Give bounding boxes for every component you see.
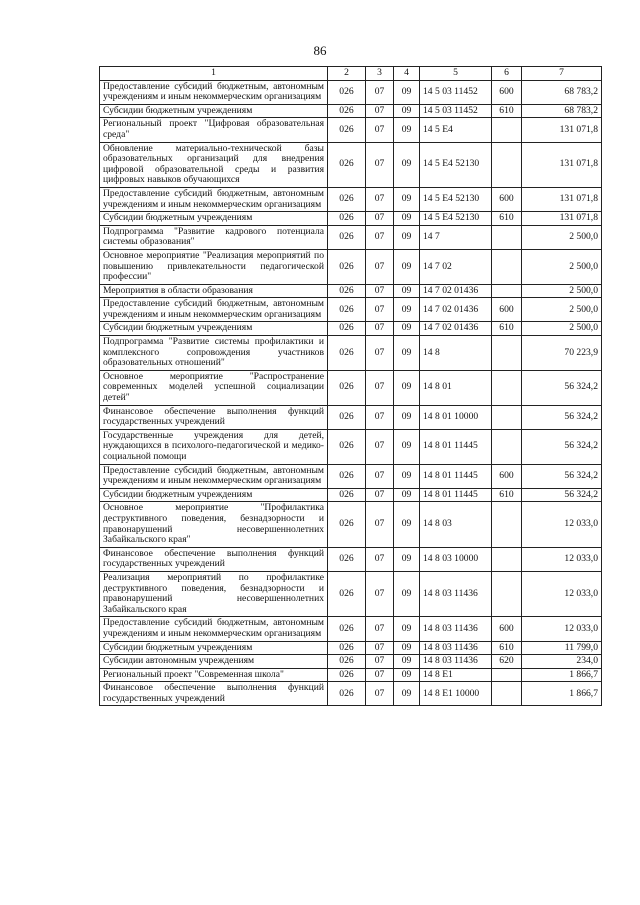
header-cell: 2 — [328, 67, 366, 81]
table-row — [100, 187, 602, 211]
row-name: Основное мероприятие "Реализация мероприятий по повышению привлекательности педагогической профессии" — [100, 249, 328, 284]
expense-type-code — [492, 118, 522, 142]
table-row — [100, 682, 602, 706]
expense-type-code: 600 — [492, 464, 522, 488]
ministry-code: 026 — [328, 284, 366, 298]
subsection-code: 09 — [394, 298, 420, 322]
table-row — [100, 298, 602, 322]
ministry-code: 026 — [328, 617, 366, 641]
subsection-code: 09 — [394, 142, 420, 187]
target-article-code: 14 8 03 10000 — [420, 547, 492, 571]
table-row — [100, 336, 602, 371]
expense-type-code: 610 — [492, 104, 522, 118]
section-code: 07 — [366, 464, 394, 488]
section-code: 07 — [366, 336, 394, 371]
expense-type-code — [492, 429, 522, 464]
table-row — [100, 322, 602, 336]
section-code: 07 — [366, 298, 394, 322]
target-article-code: 14 5 E4 — [420, 118, 492, 142]
row-name: Подпрограмма "Развитие системы профилактики и комплексного сопровождения участников образовательных отношений" — [100, 336, 328, 371]
section-code: 07 — [366, 502, 394, 547]
ministry-code: 026 — [328, 225, 366, 249]
amount: 11 799,0 — [522, 641, 602, 655]
expense-type-code — [492, 405, 522, 429]
table-row — [100, 284, 602, 298]
subsection-code: 09 — [394, 502, 420, 547]
subsection-code: 09 — [394, 571, 420, 616]
table-row — [100, 502, 602, 547]
row-name: Государственные учреждения для детей, нуждающихся в психолого-педагогической и медико-социальной помощи — [100, 429, 328, 464]
section-code: 07 — [366, 322, 394, 336]
subsection-code: 09 — [394, 80, 420, 104]
target-article-code: 14 7 — [420, 225, 492, 249]
page-number: 86 — [313, 43, 327, 58]
section-code: 07 — [366, 225, 394, 249]
target-article-code: 14 8 01 11445 — [420, 429, 492, 464]
subsection-code: 09 — [394, 104, 420, 118]
ministry-code: 026 — [328, 668, 366, 682]
row-name: Предоставление субсидий бюджетным, автономным учреждениям и иным некоммерческим организациям — [100, 298, 328, 322]
subsection-code: 09 — [394, 429, 420, 464]
target-article-code: 14 8 01 — [420, 370, 492, 405]
ministry-code: 026 — [328, 682, 366, 706]
table-row — [100, 104, 602, 118]
amount: 12 033,0 — [522, 502, 602, 547]
subsection-code: 09 — [394, 118, 420, 142]
subsection-code: 09 — [394, 225, 420, 249]
section-code: 07 — [366, 118, 394, 142]
table-row — [100, 571, 602, 616]
subsection-code: 09 — [394, 641, 420, 655]
amount: 2 500,0 — [522, 225, 602, 249]
target-article-code: 14 5 03 11452 — [420, 104, 492, 118]
amount: 12 033,0 — [522, 617, 602, 641]
target-article-code: 14 8 — [420, 336, 492, 371]
table-row — [100, 370, 602, 405]
section-code: 07 — [366, 617, 394, 641]
target-article-code: 14 5 E4 52130 — [420, 212, 492, 226]
amount: 2 500,0 — [522, 322, 602, 336]
section-code: 07 — [366, 668, 394, 682]
table-row — [100, 249, 602, 284]
table-body — [100, 80, 602, 706]
amount: 56 324,2 — [522, 370, 602, 405]
amount: 12 033,0 — [522, 547, 602, 571]
target-article-code: 14 8 01 11445 — [420, 464, 492, 488]
target-article-code: 14 7 02 01436 — [420, 322, 492, 336]
row-name: Предоставление субсидий бюджетным, автономным учреждениям и иным некоммерческим организациям — [100, 617, 328, 641]
target-article-code: 14 8 03 11436 — [420, 617, 492, 641]
ministry-code: 026 — [328, 488, 366, 502]
subsection-code: 09 — [394, 336, 420, 371]
row-name: Реализация мероприятий по профилактике деструктивного поведения, безнадзорности и правонарушений несовершеннолетних Забайкальского края — [100, 571, 328, 616]
amount: 2 500,0 — [522, 249, 602, 284]
target-article-code: 14 7 02 01436 — [420, 284, 492, 298]
section-code: 07 — [366, 405, 394, 429]
row-name: Обновление материально-технической базы образовательных организаций для внедрения цифровой образовательной среды и развития цифровых навыков обучающихся — [100, 142, 328, 187]
target-article-code: 14 8 01 11445 — [420, 488, 492, 502]
row-name: Финансовое обеспечение выполнения функций государственных учреждений — [100, 405, 328, 429]
ministry-code: 026 — [328, 370, 366, 405]
expense-type-code — [492, 547, 522, 571]
table-row — [100, 118, 602, 142]
expense-type-code — [492, 682, 522, 706]
row-name: Мероприятия в области образования — [100, 284, 328, 298]
header-row — [100, 67, 602, 81]
target-article-code: 14 5 E4 52130 — [420, 187, 492, 211]
ministry-code: 026 — [328, 655, 366, 669]
subsection-code: 09 — [394, 682, 420, 706]
section-code: 07 — [366, 187, 394, 211]
ministry-code: 026 — [328, 502, 366, 547]
amount: 70 223,9 — [522, 336, 602, 371]
table-row — [100, 142, 602, 187]
section-code: 07 — [366, 370, 394, 405]
section-code: 07 — [366, 682, 394, 706]
expense-type-code: 600 — [492, 617, 522, 641]
section-code: 07 — [366, 488, 394, 502]
ministry-code: 026 — [328, 547, 366, 571]
amount: 1 866,7 — [522, 682, 602, 706]
row-name: Основное мероприятие "Распространение современных моделей успешной социализации детей" — [100, 370, 328, 405]
subsection-code: 09 — [394, 187, 420, 211]
subsection-code: 09 — [394, 370, 420, 405]
header-cell: 7 — [522, 67, 602, 81]
ministry-code: 026 — [328, 142, 366, 187]
section-code: 07 — [366, 212, 394, 226]
section-code: 07 — [366, 641, 394, 655]
amount: 131 071,8 — [522, 142, 602, 187]
header-cell: 6 — [492, 67, 522, 81]
ministry-code: 026 — [328, 118, 366, 142]
table-row — [100, 488, 602, 502]
expense-type-code — [492, 225, 522, 249]
row-name: Предоставление субсидий бюджетным, автономным учреждениям и иным некоммерческим организациям — [100, 187, 328, 211]
subsection-code: 09 — [394, 488, 420, 502]
target-article-code: 14 5 03 11452 — [420, 80, 492, 104]
ministry-code: 026 — [328, 429, 366, 464]
subsection-code: 09 — [394, 464, 420, 488]
ministry-code: 026 — [328, 298, 366, 322]
row-name: Предоставление субсидий бюджетным, автономным учреждениям и иным некоммерческим организациям — [100, 464, 328, 488]
table-row — [100, 80, 602, 104]
row-name: Региональный проект "Современная школа" — [100, 668, 328, 682]
subsection-code: 09 — [394, 668, 420, 682]
row-name: Финансовое обеспечение выполнения функций государственных учреждений — [100, 547, 328, 571]
expense-type-code — [492, 249, 522, 284]
subsection-code: 09 — [394, 284, 420, 298]
table-row — [100, 405, 602, 429]
amount: 2 500,0 — [522, 284, 602, 298]
section-code: 07 — [366, 249, 394, 284]
expense-type-code: 610 — [492, 322, 522, 336]
row-name: Субсидии автономным учреждениям — [100, 655, 328, 669]
ministry-code: 026 — [328, 405, 366, 429]
table-row — [100, 617, 602, 641]
section-code: 07 — [366, 104, 394, 118]
subsection-code: 09 — [394, 547, 420, 571]
section-code: 07 — [366, 547, 394, 571]
amount: 68 783,2 — [522, 104, 602, 118]
expense-type-code — [492, 284, 522, 298]
ministry-code: 026 — [328, 187, 366, 211]
expense-type-code: 620 — [492, 655, 522, 669]
subsection-code: 09 — [394, 322, 420, 336]
table-row — [100, 464, 602, 488]
section-code: 07 — [366, 80, 394, 104]
target-article-code: 14 8 E1 10000 — [420, 682, 492, 706]
section-code: 07 — [366, 655, 394, 669]
amount: 56 324,2 — [522, 464, 602, 488]
amount: 2 500,0 — [522, 298, 602, 322]
amount: 56 324,2 — [522, 429, 602, 464]
amount: 68 783,2 — [522, 80, 602, 104]
target-article-code: 14 8 03 11436 — [420, 571, 492, 616]
subsection-code: 09 — [394, 655, 420, 669]
row-name: Подпрограмма "Развитие кадрового потенциала системы образования" — [100, 225, 328, 249]
header-cell: 4 — [394, 67, 420, 81]
table-row — [100, 668, 602, 682]
row-name: Предоставление субсидий бюджетным, автономным учреждениям и иным некоммерческим организациям — [100, 80, 328, 104]
expense-type-code: 610 — [492, 641, 522, 655]
expense-type-code: 610 — [492, 488, 522, 502]
target-article-code: 14 8 03 — [420, 502, 492, 547]
amount: 131 071,8 — [522, 187, 602, 211]
amount: 131 071,8 — [522, 212, 602, 226]
row-name: Субсидии бюджетным учреждениям — [100, 488, 328, 502]
ministry-code: 026 — [328, 322, 366, 336]
section-code: 07 — [366, 284, 394, 298]
table-row — [100, 655, 602, 669]
table-row — [100, 547, 602, 571]
ministry-code: 026 — [328, 336, 366, 371]
expense-type-code — [492, 502, 522, 547]
expense-type-code: 610 — [492, 212, 522, 226]
amount: 56 324,2 — [522, 405, 602, 429]
amount: 56 324,2 — [522, 488, 602, 502]
target-article-code: 14 8 03 11436 — [420, 641, 492, 655]
ministry-code: 026 — [328, 464, 366, 488]
expense-type-code: 600 — [492, 187, 522, 211]
amount: 12 033,0 — [522, 571, 602, 616]
target-article-code: 14 7 02 01436 — [420, 298, 492, 322]
ministry-code: 026 — [328, 212, 366, 226]
subsection-code: 09 — [394, 617, 420, 641]
table-row — [100, 429, 602, 464]
row-name: Субсидии бюджетным учреждениям — [100, 322, 328, 336]
row-name: Субсидии бюджетным учреждениям — [100, 104, 328, 118]
ministry-code: 026 — [328, 641, 366, 655]
table-row — [100, 641, 602, 655]
amount: 1 866,7 — [522, 668, 602, 682]
target-article-code: 14 7 02 — [420, 249, 492, 284]
table-row — [100, 212, 602, 226]
expense-type-code — [492, 370, 522, 405]
expense-type-code — [492, 571, 522, 616]
header-cell: 1 — [100, 67, 328, 81]
subsection-code: 09 — [394, 405, 420, 429]
amount: 131 071,8 — [522, 118, 602, 142]
expense-type-code: 600 — [492, 80, 522, 104]
expense-type-code — [492, 336, 522, 371]
section-code: 07 — [366, 429, 394, 464]
ministry-code: 026 — [328, 80, 366, 104]
subsection-code: 09 — [394, 249, 420, 284]
section-code: 07 — [366, 142, 394, 187]
budget-table — [99, 66, 602, 706]
row-name: Субсидии бюджетным учреждениям — [100, 641, 328, 655]
ministry-code: 026 — [328, 571, 366, 616]
expense-type-code — [492, 668, 522, 682]
target-article-code: 14 8 03 11436 — [420, 655, 492, 669]
target-article-code: 14 5 E4 52130 — [420, 142, 492, 187]
header-cell: 5 — [420, 67, 492, 81]
expense-type-code: 600 — [492, 298, 522, 322]
row-name: Финансовое обеспечение выполнения функций государственных учреждений — [100, 682, 328, 706]
ministry-code: 026 — [328, 249, 366, 284]
row-name: Основное мероприятие "Профилактика деструктивного поведения, безнадзорности и правонарушений несовершеннолетних Забайкальского края" — [100, 502, 328, 547]
row-name: Региональный проект "Цифровая образовательная среда" — [100, 118, 328, 142]
target-article-code: 14 8 E1 — [420, 668, 492, 682]
target-article-code: 14 8 01 10000 — [420, 405, 492, 429]
subsection-code: 09 — [394, 212, 420, 226]
section-code: 07 — [366, 571, 394, 616]
table-row — [100, 225, 602, 249]
amount: 234,0 — [522, 655, 602, 669]
expense-type-code — [492, 142, 522, 187]
header-cell: 3 — [366, 67, 394, 81]
row-name: Субсидии бюджетным учреждениям — [100, 212, 328, 226]
ministry-code: 026 — [328, 104, 366, 118]
